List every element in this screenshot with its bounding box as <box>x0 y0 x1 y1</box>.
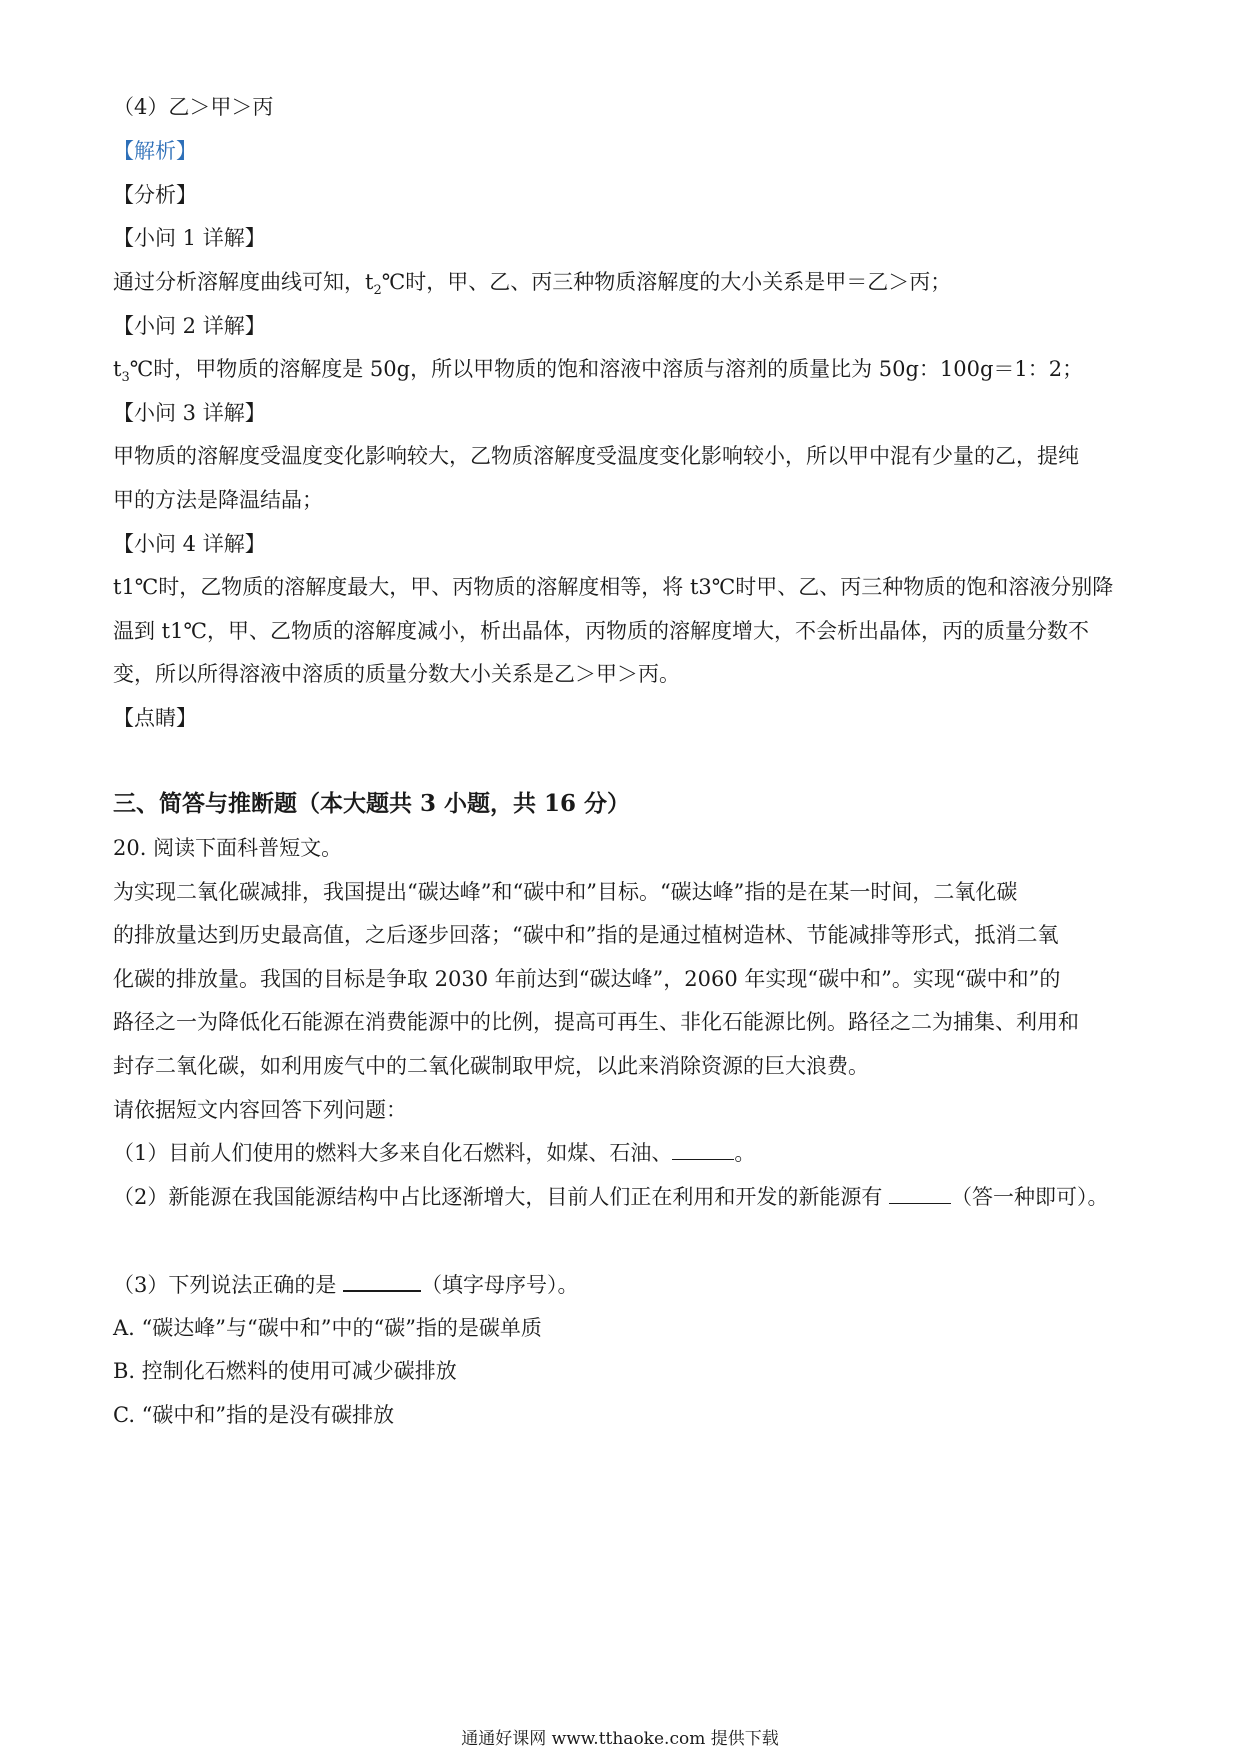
section-3-heading: 三、简答与推断题（本大题共 3 小题，共 16 分） <box>113 790 631 817</box>
answer-4: （4）乙＞甲＞丙 <box>113 95 274 119</box>
label-jiexi: 【解析】 <box>113 139 197 163</box>
passage-line-3: 化碳的排放量。我国的目标是争取 2030 年前达到“碳达峰”，2060 年实现“碳中和”。实现“碳中和”的 <box>113 967 1061 991</box>
q3-title: 【小问 3 详解】 <box>113 401 266 425</box>
passage-line-4: 路径之一为降低化石能源在消费能源中的比例，提高可再生、非化石能源比例。路径之二为捕集、利用和 <box>113 1010 1079 1034</box>
q2-text: $t_3℃$时，甲物质的溶解度是 50g，所以甲物质的饱和溶液中溶质与溶剂的质量比为 50g：100g＝1：2； <box>113 357 1084 386</box>
label-dianjing: 【点睛】 <box>113 706 197 730</box>
q1-text: 通过分析溶解度曲线可知，$t_2℃$时，甲、乙、丙三种物质溶解度的大小关系是甲＝乙＞丙； <box>113 270 952 299</box>
q4-title: 【小问 4 详解】 <box>113 532 266 556</box>
passage-line-2: 的排放量达到历史最高值，之后逐步回落；“碳中和”指的是通过植树造林、节能减排等形式，抵消二氧 <box>113 923 1059 947</box>
option-b: B. 控制化石燃料的使用可减少碳排放 <box>113 1359 457 1383</box>
q4-text-line-2: 温到 t1℃，甲、乙物质的溶解度减小，析出晶体，丙物质的溶解度增大，不会析出晶体，丙的质量分数不 <box>113 619 1089 643</box>
answer-blank-2[interactable] <box>889 1183 951 1204</box>
q3-text-line-1: 甲物质的溶解度受温度变化影响较大，乙物质溶解度受温度变化影响较小，所以甲中混有少量的乙，提纯 <box>113 444 1079 468</box>
q1-title: 【小问 1 详解】 <box>113 226 266 250</box>
q3-text-line-2: 甲的方法是降温结晶； <box>113 488 323 512</box>
sub-question-3: （3）下列说法正确的是 （填字母序号）。 <box>113 1270 1133 1299</box>
q4-text-line-1: t1℃时，乙物质的溶解度最大，甲、丙物质的溶解度相等，将 t3℃时甲、乙、丙三种物质的饱和溶液分别降 <box>113 575 1114 599</box>
sub-question-2: （2）新能源在我国能源结构中占比逐渐增大，目前人们正在利用和开发的新能源有 （答一种即可）。 <box>113 1185 1109 1209</box>
q4-text-line-3: 变，所以所得溶液中溶质的质量分数大小关系是乙＞甲＞丙。 <box>113 662 680 686</box>
option-a: A. “碳达峰”与“碳中和”中的“碳”指的是碳单质 <box>113 1316 542 1340</box>
label-fenxi: 【分析】 <box>113 183 197 207</box>
passage-line-1: 为实现二氧化碳减排，我国提出“碳达峰”和“碳中和”目标。“碳达峰”指的是在某一时间，二氧化碳 <box>113 880 1018 904</box>
footer-source: 通通好课网 www.tthaoke.com 提供下载 <box>461 1729 779 1749</box>
question-prompt: 请依据短文内容回答下列问题： <box>113 1098 407 1122</box>
answer-blank-3[interactable] <box>343 1270 421 1292</box>
q2-title: 【小问 2 详解】 <box>113 314 266 338</box>
answer-blank-1[interactable] <box>672 1139 734 1160</box>
question-20: 20. 阅读下面科普短文。 <box>113 836 343 860</box>
passage-line-5: 封存二氧化碳，如利用废气中的二氧化碳制取甲烷，以此来消除资源的巨大浪费。 <box>113 1054 869 1078</box>
sub-question-1: （1）目前人们使用的燃料大多来自化石燃料，如煤、石油、 。 <box>113 1141 756 1165</box>
option-c: C. “碳中和”指的是没有碳排放 <box>113 1403 395 1427</box>
